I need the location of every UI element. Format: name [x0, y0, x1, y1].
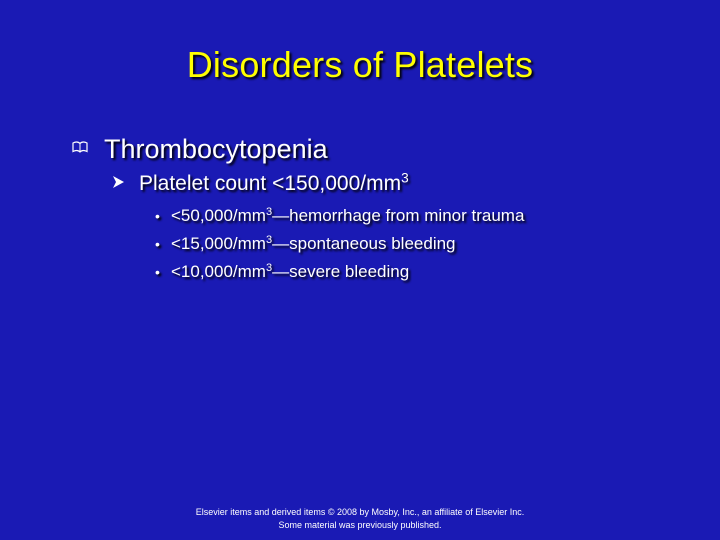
- list-item-text: $<15,000/mm^3—spontaneous$ bleeding: [171, 233, 456, 253]
- list-item: [155, 203, 524, 229]
- slide-title: Disorders of Platelets: [186, 44, 534, 85]
- list-item: [155, 259, 409, 285]
- dot-bullet-icon: •: [155, 264, 160, 280]
- open-book-icon: [72, 140, 104, 158]
- dot-bullet-icon: •: [155, 208, 160, 224]
- copyright-footer: [0, 506, 720, 532]
- footer-line: Some material was previously published.: [278, 520, 442, 530]
- bullet-level1-text: Thrombocytopenia: [104, 133, 328, 164]
- list-item-text: $<10,000/mm^3—severe$ bleeding: [171, 261, 410, 281]
- list-item: [155, 231, 456, 257]
- list-item-text: $<50,000/mm^3—hemorrhage$ from minor trauma: [171, 205, 525, 225]
- bullet-level2-text: Platelet count $<150,000/mm^3$: [139, 170, 409, 195]
- bullet-level2: [112, 169, 409, 199]
- arrowhead-icon: [112, 174, 139, 194]
- footer-line: Elsevier items and derived items © 2008 by Mosby, Inc., an affiliate of Elsevier Inc.: [195, 507, 525, 517]
- dot-bullet-icon: •: [155, 236, 160, 252]
- bullet-level1: [72, 131, 328, 167]
